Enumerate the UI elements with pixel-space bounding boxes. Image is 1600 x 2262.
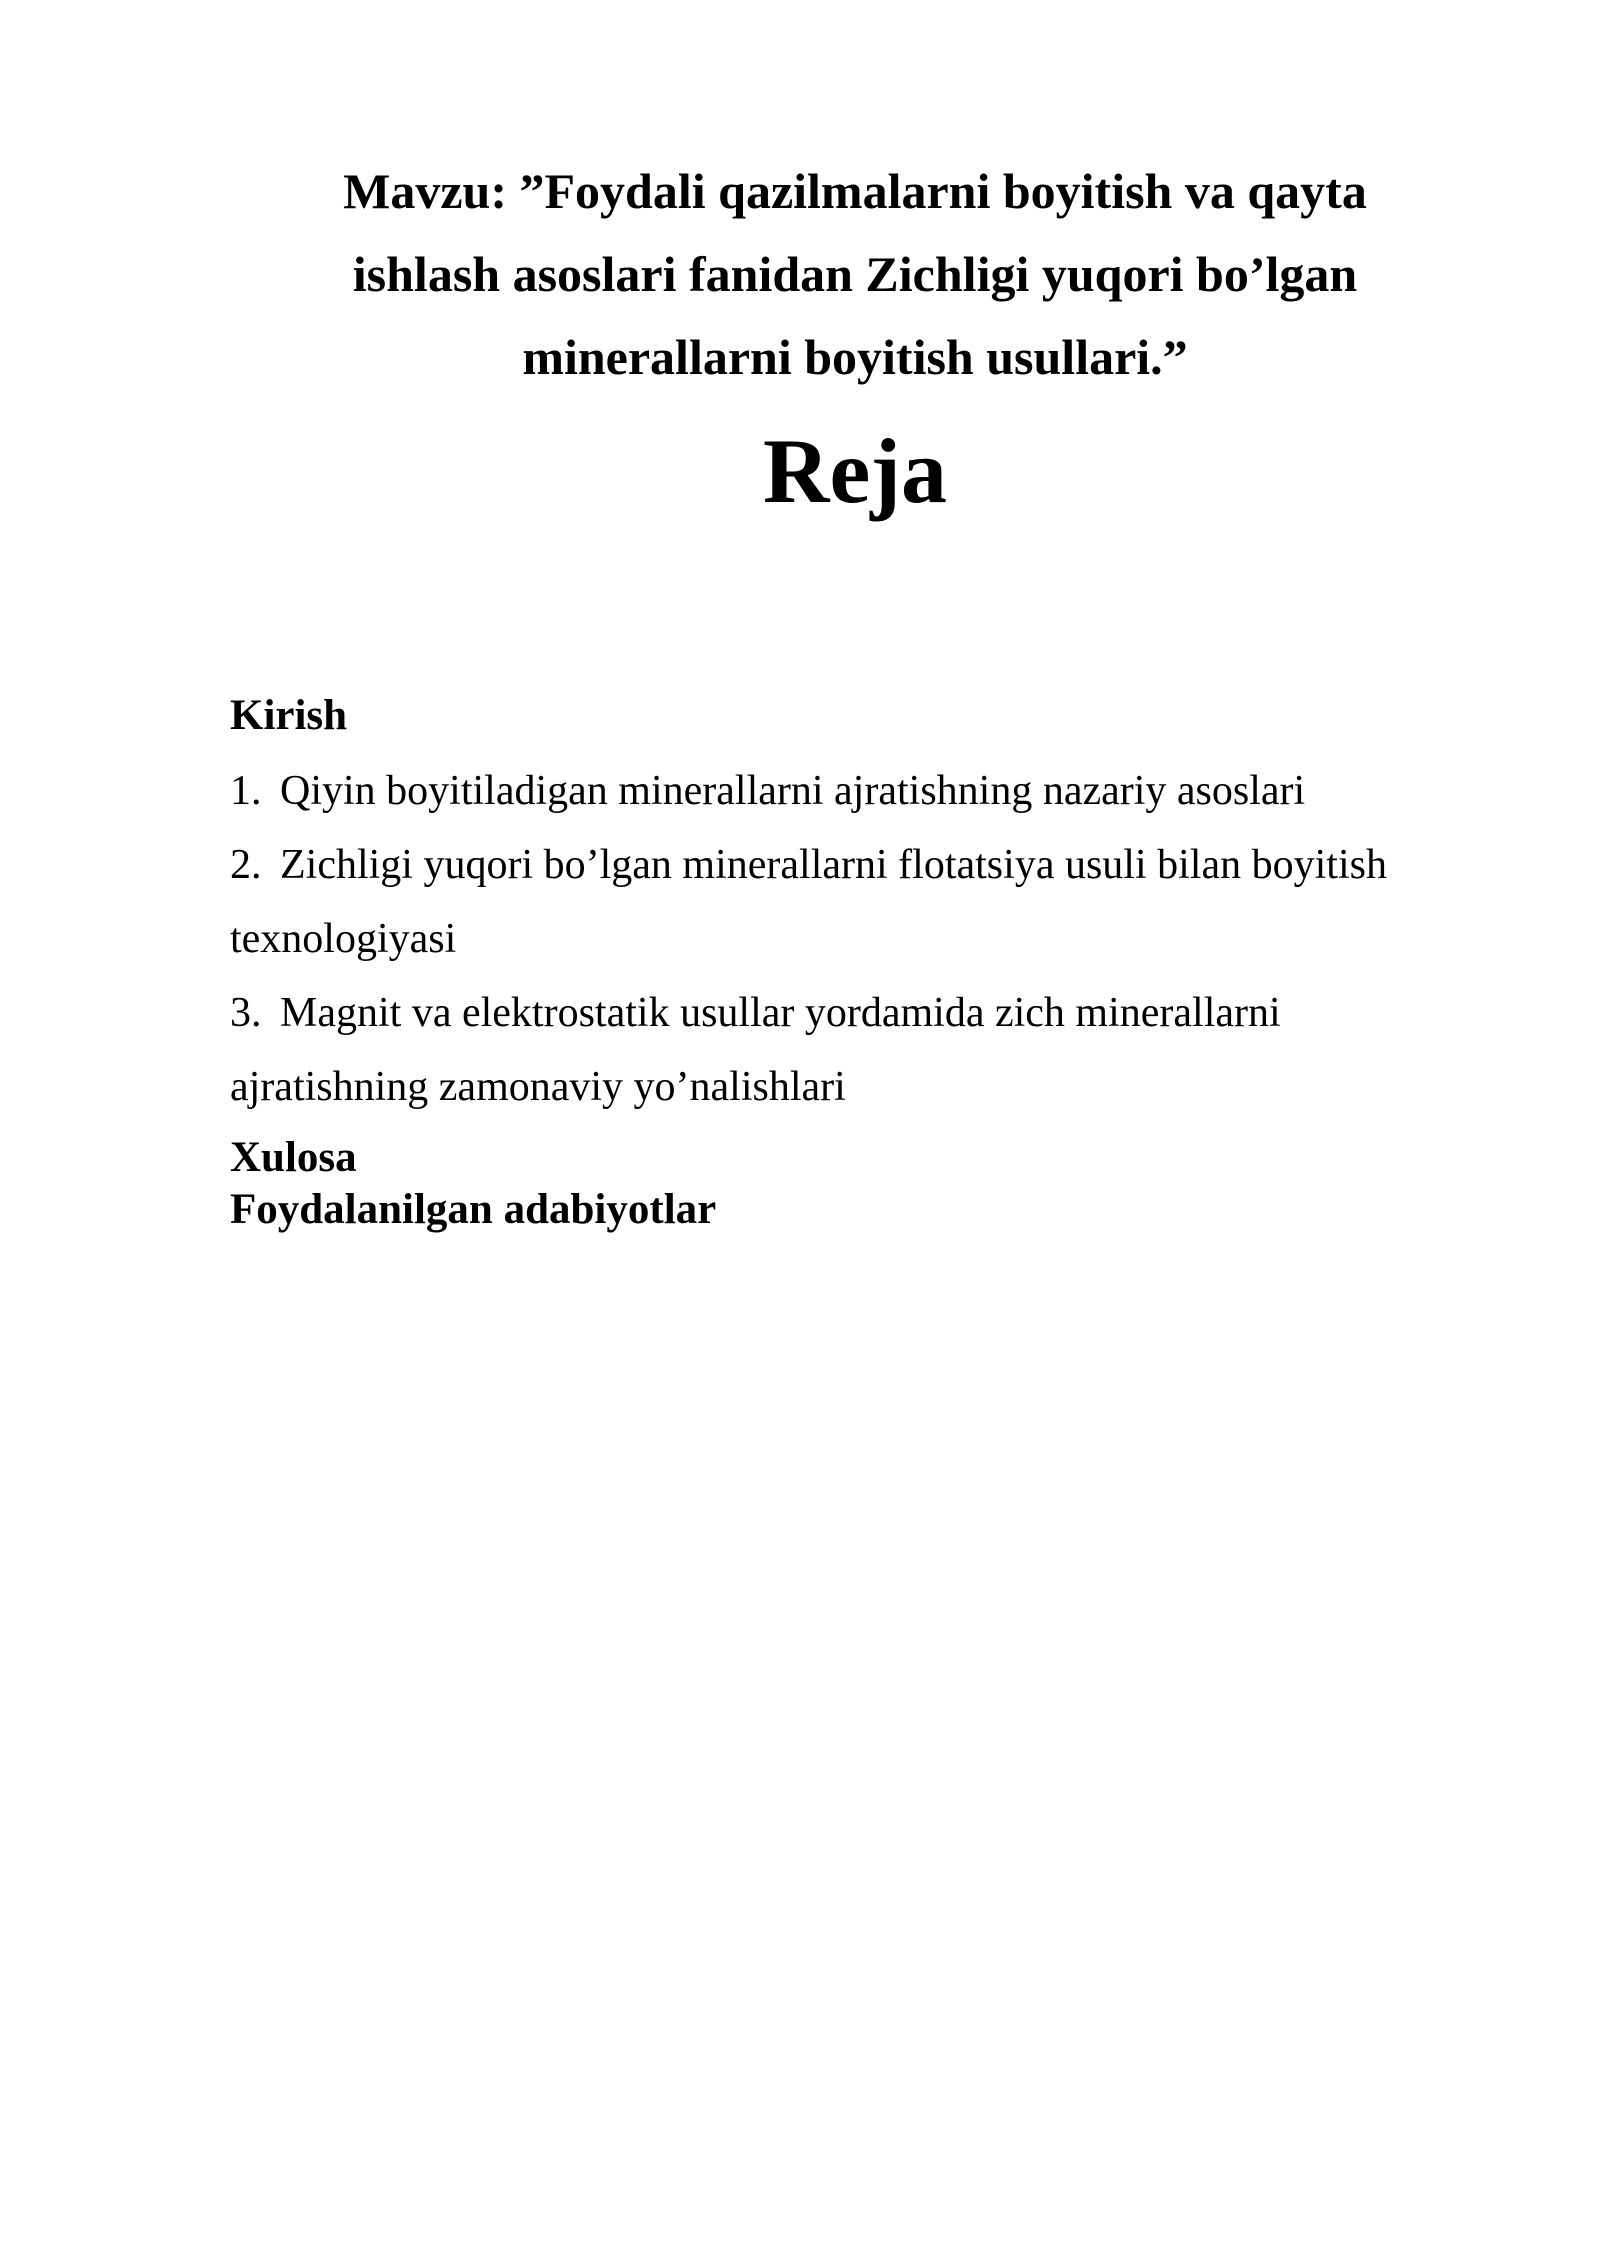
topic-heading [280,150,1430,399]
plan-title: Reja [763,420,947,522]
topic-line-2: ishlash asoslari fanidan Zichligi yuqori bo’lgan [352,246,1358,302]
plan-item-1 [230,754,1460,828]
plan-item-2 [230,828,1460,976]
conclusion-heading: Xulosa [230,1134,357,1181]
intro-heading: Kirish [230,692,348,739]
plan-item-text: Qiyin boyitiladigan minerallarni ajratishning nazariy asoslari [280,768,1306,814]
topic-line-3: minerallarni boyitish usullari.” [522,329,1188,385]
plan-items [230,754,1460,1124]
plan-item-number: 2. [230,842,262,888]
plan-item-number: 3. [230,990,262,1036]
plan-item-text: Magnit va elektrostatik usullar yordamida zich minerallarni ajratishning zamonaviy yo’nalishlari [230,990,1281,1110]
plan-item-number: 1. [230,768,262,814]
plan-item-text: Zichligi yuqori bo’lgan minerallarni flotatsiya usuli bilan boyitish texnologiyasi [230,842,1387,962]
references-heading: Foydalanilgan adabiyotlar [230,1186,717,1233]
topic-line-1: Mavzu: ”Foydali qazilmalarni boyitish va qayta [343,163,1367,219]
plan-item-3 [230,976,1460,1124]
plan-outline [230,690,1460,1236]
